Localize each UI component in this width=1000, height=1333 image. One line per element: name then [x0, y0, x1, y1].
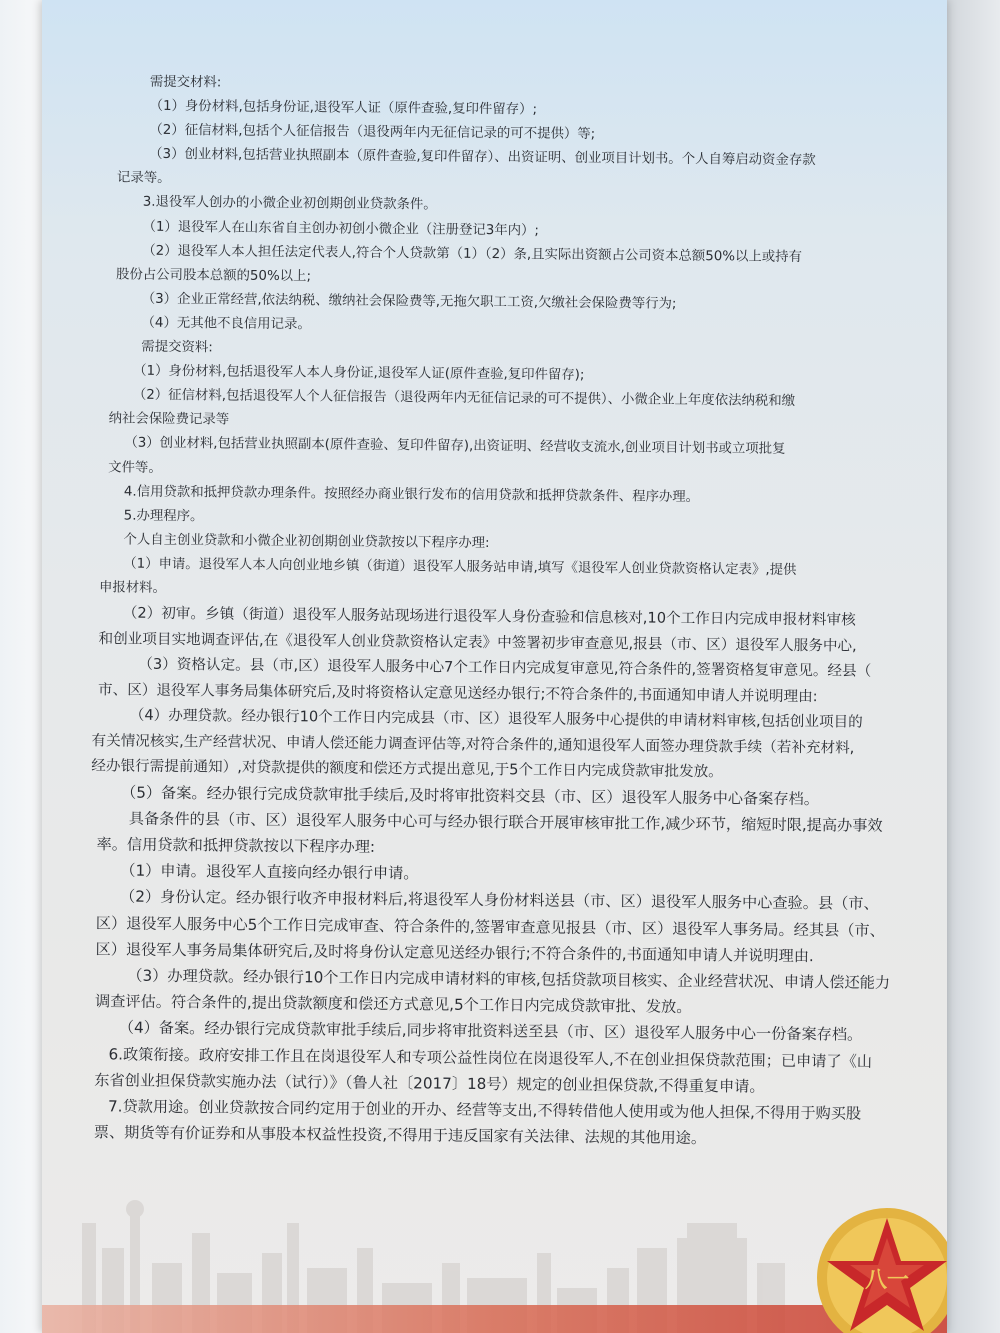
text-line: （3）企业正常经营,依法纳税、缴纳社会保险费等,无拖欠职工工资,欠缴社会保险费等行为; — [141, 291, 677, 312]
text-line: 纳社会保险费记录等 — [108, 411, 230, 428]
text-line: 东省创业担保贷款实施办法（试行）》（鲁人社〔2017〕18号）规定的创业担保贷款,不得重复申请。 — [94, 1071, 765, 1096]
text-line: 区）退役军人事务局集体研究后,及时将身份认定意见送经办银行;不符合条件的,书面通知申请人并说明理由. — [95, 940, 814, 965]
text-line: 股份占公司股本总额的50%以上; — [115, 267, 312, 285]
text-line: 3.退役军人创办的小微企业初创期创业贷款条件。 — [142, 195, 437, 213]
text-line: 有关情况核实,生产经营状况、申请人偿还能力调查评估等,对符合条件的,通知退役军人面签办理贷款手续（若补充材料, — [91, 731, 855, 757]
text-line: 申报材料。 — [98, 580, 167, 596]
text-line: （3）资格认定。县（市,区）退役军人服务中心7个工作日内完成复审意见,符合条件的,签署资格复审意见。经县（ — [138, 655, 872, 680]
background-right — [940, 0, 1000, 1333]
document-body — [62, 70, 892, 1153]
document-page — [42, 0, 947, 1333]
text-line: （3）创业材料,包括营业执照副本（原件查验,复印件留存）、出资证明、创业项目计划书。个人自筹启动资金存款 — [149, 147, 816, 169]
text-line: 调查评估。符合条件的,提出贷款额度和偿还方式意见,5个工作日内完成贷款审批、发放。 — [94, 992, 692, 1017]
text-line: 记录等。 — [116, 170, 171, 187]
text-line: （4）办理贷款。经办银行10个工作日内完成县（市、区）退役军人服务中心提供的申请材料审核,包括创业项目的 — [129, 706, 863, 731]
text-line: 需提交材料: — [149, 74, 222, 91]
text-line: 率。信用贷款和抵押贷款按以下程序办理: — [96, 835, 376, 856]
text-line: （1）身份材料,包括退役军人本人身份证,退役军人证(原件查验,复印件留存); — [133, 363, 585, 384]
text-line: （3）办理贷款。经办银行10个工作日内完成申请材料的审核,包括贷款项目核实、企业经营状况、申请人偿还能力 — [127, 966, 891, 992]
text-line: 和创业项目实地调查评估,在《退役军人创业贷款资格认定表》中签署初步审查意见,报县（市、区）退役军人服务中心, — [98, 629, 857, 655]
text-line: 7.贷款用途。创业贷款按合同约定用于创业的开办、经营等支出,不得转借他人使用或为他人担保,不得用于购买股 — [107, 1097, 862, 1123]
text-line: （1）身份材料,包括身份证,退役军人证（原件查验,复印件留存）; — [149, 98, 538, 118]
text-line: （3）创业材料,包括营业执照副本(原件查验、复印件留存),出资证明、经营收支流水,创业项目计划书或立项批复 — [124, 435, 786, 458]
text-line: （2）退役军人本人担任法定代表人,符合个人贷款第（1）（2）条,且实际出资额占公司资本总额50%以上或持有 — [142, 243, 803, 265]
text-line: （2）征信材料,包括退役军人个人征信报告（退役两年内无征信记录的可不提供）、小微企业上年度依法纳税和缴 — [132, 387, 796, 410]
text-line: 个人自主创业贷款和小微企业初创期创业贷款按以下程序办理: — [123, 532, 490, 551]
text-line: 经办银行需提前通知）,对贷款提供的额度和偿还方式提出意见,于5个工作日内完成贷款审批发放。 — [91, 757, 723, 781]
text-line: （1）申请。退役军人本人向创业地乡镇（街道）退役军人服务站申请,填写《退役军人创业贷款资格认定表》,提供 — [123, 556, 797, 578]
army-star-emblem-icon — [797, 1183, 947, 1333]
text-line: 5.办理程序。 — [123, 508, 204, 524]
text-line: 票、期货等有价证券和从事股本权益性投资,不得用于违反国家有关法律、法规的其他用途。 — [93, 1123, 707, 1148]
text-line: （2）征信材料,包括个人征信报告（退役两年内无征信记录的可不提供）等; — [149, 122, 596, 143]
text-line: 4.信用贷款和抵押贷款办理条件。按照经办商业银行发布的信用贷款和抵押贷款条件、程序办理。 — [123, 484, 700, 505]
text-line: （5）备案。经办银行完成贷款审批手续后,及时将审批资料交县（市、区）退役军人服务中心备案存档。 — [120, 783, 820, 808]
text-line: 区）退役军人服务中心5个工作日完成审查、符合条件的,签署审查意见报县（市、区）退役军人事务局。经其县（市、 — [95, 913, 885, 940]
text-line: 市、区）退役军人事务局集体研究后,及时将资格认定意见送经办银行;不符合条件的,书面通知申请人并说明理由: — [97, 680, 818, 705]
text-line: （2）身份认定。经办银行收齐申报材料后,将退役军人身份材料送县（市、区）退役军人服务中心查验。县（市、 — [119, 887, 879, 914]
text-line: 具备条件的县（市、区）退役军人服务中心可与经办银行联合开展审核审批工作,减少环节，缩短时限,提高办事效 — [128, 809, 883, 835]
svg-text:八一: 八一 — [864, 1268, 910, 1293]
text-line: （2）初审。乡镇（街道）退役军人服务站现场进行退役军人身份查验和信息核对,10个工作日内完成申报材料审核 — [122, 604, 856, 629]
text-line: 需提交资料: — [141, 339, 213, 356]
text-line: （4）无其他不良信用记录。 — [141, 315, 311, 333]
text-line: 6.政策衔接。政府安排工作且在岗退役军人和专项公益性岗位在岗退役军人,不在创业担保贷款范围；已申请了《山 — [108, 1044, 873, 1071]
text-line: （1）申请。退役军人直接向经办银行申请。 — [120, 861, 419, 883]
text-line: 文件等。 — [108, 459, 162, 476]
text-line: （4）备案。经办银行完成贷款审批手续后,同步将审批资料送至县（市、区）退役军人服务中心一份备案存档。 — [118, 1018, 863, 1045]
text-line: （1）退役军人在山东省自主创办初创小微企业（注册登记3年内）; — [142, 219, 540, 239]
